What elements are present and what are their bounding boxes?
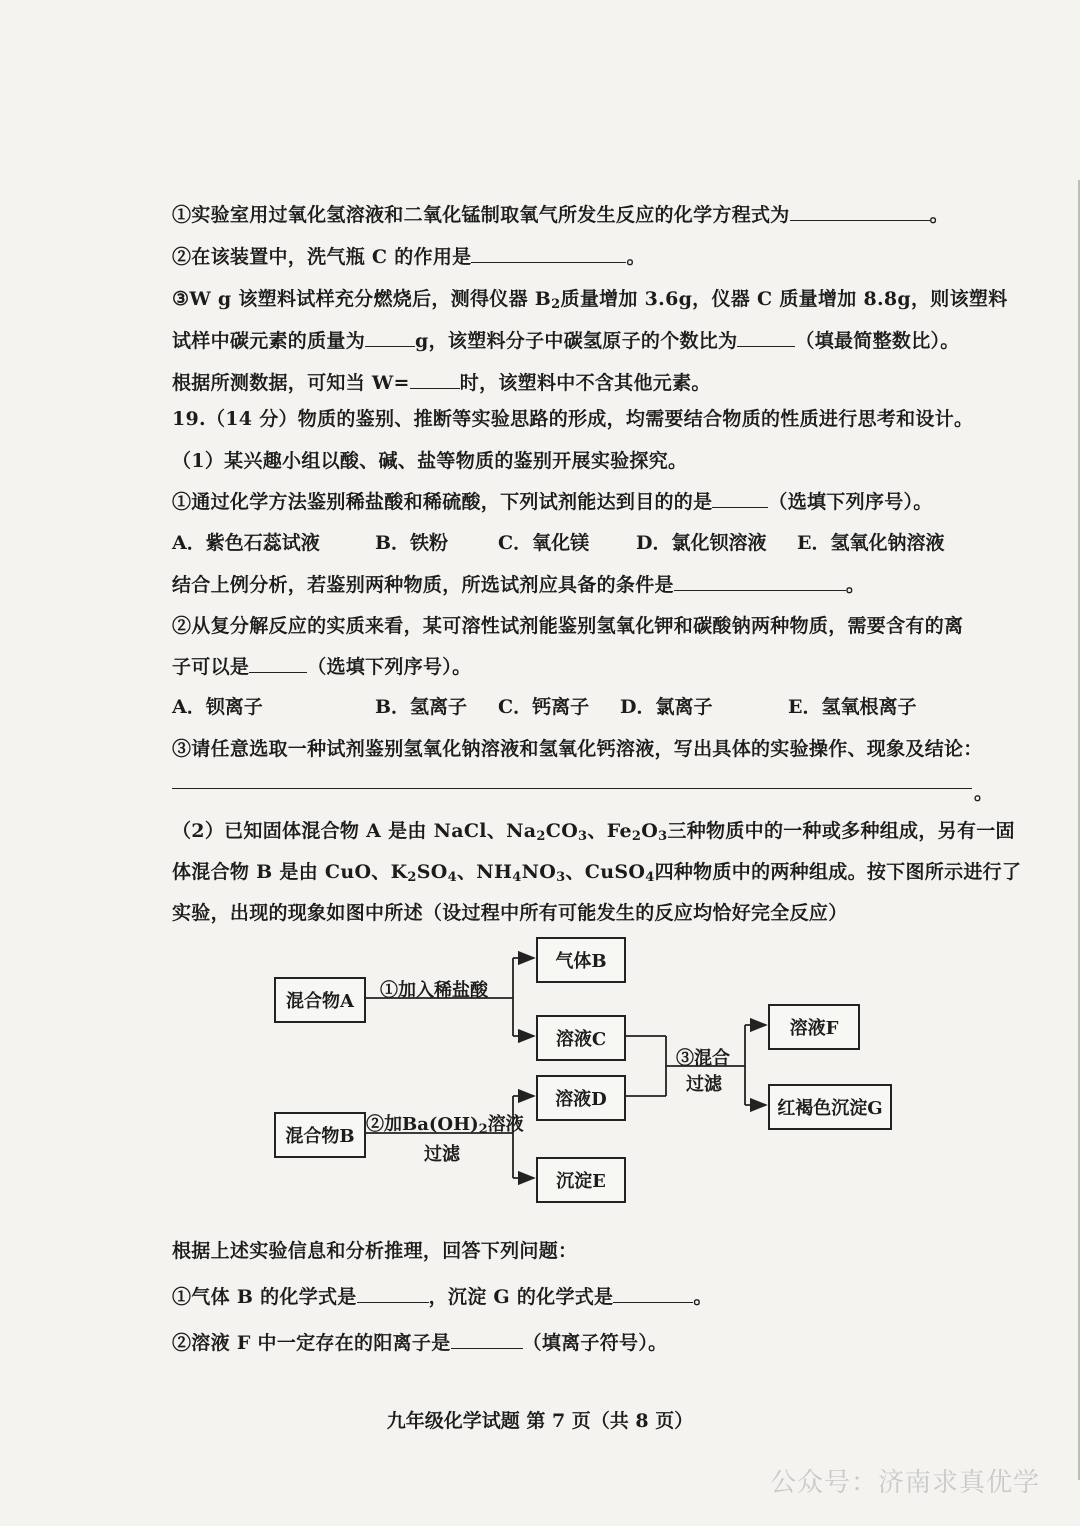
box-gas-b: 气体B [536,937,626,983]
q19-2-question: ②从复分解反应的实质来看，某可溶性试剂能鉴别氢氧化钾和碳酸钠两种物质，需要含有的离 [172,615,964,637]
blank[interactable] [451,1330,523,1349]
q19-1-question: ①通过化学方法鉴别稀盐酸和稀硫酸，下列试剂能达到目的的是 （选填下列序号）。 [172,491,933,513]
q19-part2-line2: 体混合物 B 是由 CuO、$K_2SO_4$、$NH_4NO_3$、CuSO$_4$四种物质中的两种组成。按下图所示进行了 [172,861,1022,885]
q19-3-question: ③请任意选取一种试剂鉴别氢氧化钠溶液和氢氧化钙溶液，写出具体的实验操作、现象及结论： [172,738,983,760]
q19-part2-q1: ①气体 B 的化学式是 ，沉淀 G 的化学式是 。 [172,1286,713,1308]
q18-line-4: 试样中碳元素的质量为 g，该塑料分子中碳氢原子的个数比为 （填最简整数比）。 [172,330,960,352]
box-mixture-b: 混合物B [274,1112,366,1158]
option-a[interactable]: A．钡离子 [172,696,263,718]
option-e[interactable]: E．氢氧化钠溶液 [797,532,945,554]
watermark: 公众号：济南求真优学 [769,1468,1040,1498]
option-b[interactable]: B．铁粉 [375,532,449,554]
box-solution-f: 溶液F [768,1004,860,1050]
box-solution-d: 溶液D [536,1075,626,1121]
box-solution-c: 溶液C [536,1015,626,1061]
q19-2-question-cont: 子可以是 （选填下列序号）。 [172,656,472,678]
option-d[interactable]: D．氯离子 [620,696,713,718]
q19-part2-line1: （2）已知固体混合物 A 是由 NaCl、$Na_2CO_3$、$Fe_2O_3$三种物质中的一种或多种组成，另有一固 [172,820,1015,844]
q18-line-3: ③W g 该塑料试样充分燃烧后，测得仪器 $B_2$质量增加 3.6g，仪器 C 质量增加 8.8g，则该塑料 [172,288,1008,312]
step2-filter-label: 过滤 [424,1144,460,1165]
q19-1-condition: 结合上例分析，若鉴别两种物质，所选试剂应具备的条件是 。 [172,574,866,596]
option-c[interactable]: C．氧化镁 [498,532,590,554]
box-precipitate-g: 红褐色沉淀G [768,1084,892,1130]
page-footer: 九年级化学试题 第 7 页（共 8 页） [386,1410,694,1432]
option-e[interactable]: E．氢氧根离子 [788,696,917,718]
box-precipitate-e: 沉淀E [536,1157,626,1203]
q18-line-5: 根据所测数据，可知当 W= 时，该塑料中不含其他元素。 [172,372,711,394]
box-mixture-a: 混合物A [274,977,366,1023]
step1-label: ①加入稀盐酸 [380,980,488,1001]
option-a[interactable]: A．紫色石蕊试液 [172,532,320,554]
q18-line-1: ①实验室用过氧化氢溶液和二氧化锰制取氧气所发生反应的化学方程式为 。 [172,204,949,226]
exam-page: ①实验室用过氧化氢溶液和二氧化锰制取氧气所发生反应的化学方程式为 。 ②在该装置中，洗气瓶 C 的作用是 。 ③W g 该塑料试样充分燃烧后，测得仪器 $B_2$质量增加 3.6g，仪器 C 质量增加 8.8g，则该塑料 试样中碳元素的质量为 g，该塑料分子中碳氢原子的个数比为 （填最简整数比）。 根据所测数据，可知当 W= 时，该塑料中不含其他元素。 19.（14 分）物质的鉴别、推断等实验思路的形成，均需要结合物质的性质进行思考和设计。 （1）某兴趣小组以酸、碱、盐等物质的鉴别开展实验探究。 ①通过化学方法鉴别稀盐酸和稀硫酸，下列试剂能达到目的的是 （选填下列序号）。 A．紫色石蕊试液 B．铁粉 C．氧化镁 D．氯化钡溶液 E．氢氧化钠溶液 结合上例分析，若鉴别两种物质，所选试剂应具备的条件是 。 ②从复分解反应的实质来看，某可溶性试剂能鉴别氢氧化钾和碳酸钠两种物质，需要含有的离 子可以是 （选填下列序号）。 A．钡离子 B．氢离子 C．钙离子 D．氯离子 E．氢氧根离子 ③请任意选取一种试剂鉴别氢氧化钠溶液和氢氧化钙溶液，写出具体的实验操作、现象及结论： 。 （2）已知固体混合物 A 是由 NaCl、$Na_2CO_3$、$Fe_2O_3$三种物质中的一种或多种组成，另有一固 体混合物 B 是由 CuO、$K_2SO_4$、$NH_4NO_3$、CuSO$_4$四种物质中的两种组成。按下图所示进行了 实验，出现的现象如图中所述（设过程中所有可能发生的反应均恰好完全反应） 混合物A 混合物B 气体B 溶液C 溶液D 沉淀E 溶液F 红褐色沉淀G ①加入稀盐酸 ②加$Ba(OH)_2$溶液 过滤 ③混合 过滤 根据上述实验信息和分析推理，回答下列问题： ①气体 B 的化学式是 ，沉淀 G 的化学式是 。 ②溶液 F 中一定存在的阳离子是 （填离子符号）。 九年级化学试题 第 7 页（共 8 页） 公众号：济南求真优学 [0,0,1080,1526]
option-c[interactable]: C．钙离子 [498,696,590,718]
q19-part1: （1）某兴趣小组以酸、碱、盐等物质的鉴别开展实验探究。 [172,450,688,472]
q19-part2-intro: 根据上述实验信息和分析推理，回答下列问题： [172,1240,578,1262]
option-b[interactable]: B．氢离子 [375,696,468,718]
blank[interactable] [357,1284,429,1303]
option-d[interactable]: D．氯化钡溶液 [636,532,767,554]
q19-part2-q2: ②溶液 F 中一定存在的阳离子是 （填离子符号）。 [172,1332,668,1354]
step3-filter-label: 过滤 [686,1074,722,1095]
q18-1-text: ①实验室用过氧化氢溶液和二氧化锰制取氧气所发生反应的化学方程式为 [172,204,790,226]
q19-header: 19.（14 分）物质的鉴别、推断等实验思路的形成，均需要结合物质的性质进行思考和设计。 [172,408,974,430]
step3-label: ③混合 [676,1048,730,1069]
q19-part2-line3: 实验，出现的现象如图中所述（设过程中所有可能发生的反应均恰好完全反应） [172,902,848,924]
q18-line-2: ②在该装置中，洗气瓶 C 的作用是 。 [172,246,646,268]
step2-label: ②加$Ba(OH)_2$溶液 [366,1114,524,1137]
blank[interactable] [613,1284,693,1303]
